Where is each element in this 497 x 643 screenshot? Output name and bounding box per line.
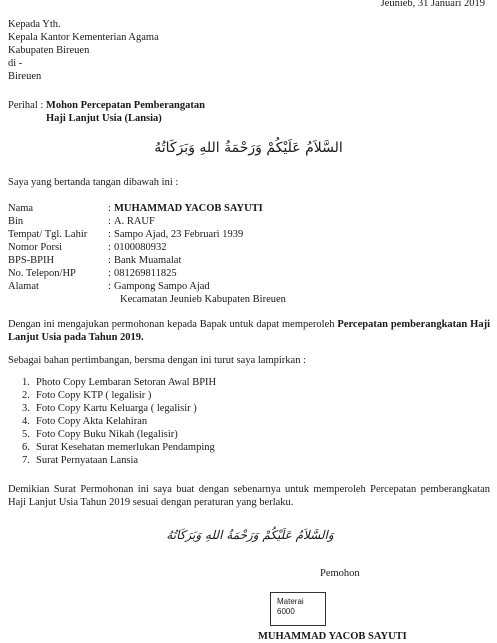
recipient-line: Kepada Yth. <box>8 19 61 30</box>
field-colon: : <box>108 216 111 227</box>
field-label: No. Telepon/HP <box>8 268 76 279</box>
attachments-list <box>22 376 216 467</box>
request-bold-text: Percepatan pemberangkatan Haji Lanjut Usia pada Tahun 2019. <box>8 319 490 343</box>
list-item: 1. Photo Copy Lembaran Setoran Awal BPIH <box>22 377 217 388</box>
field-value-ttl: Sampo Ajad, 23 Februari 1939 <box>114 229 244 240</box>
identity-row-bin <box>8 215 286 228</box>
list-item: 6. Surat Kesehatan memerlukan Pendamping <box>22 442 215 453</box>
field-value-bps: Bank Muamalat <box>114 255 182 266</box>
subject-label: Perihal : <box>8 100 44 111</box>
field-label: Tempat/ Tgl. Lahir <box>8 229 88 240</box>
attachments-intro: Sebagai bahan pertimbangan, bersma dengan ini turut saya lampirkan : <box>8 355 306 366</box>
recipient-line: di - <box>8 58 23 69</box>
recipient-line: Kepala Kantor Kementerian Agama <box>8 32 159 43</box>
subject-block <box>8 99 205 125</box>
identity-row-alamat <box>8 280 286 293</box>
subject-line-2: Haji Lanjut Usia (Lansia) <box>46 113 162 124</box>
field-label: Alamat <box>8 281 39 292</box>
field-label: Nomor Porsi <box>8 242 62 253</box>
arabic-salutation: السَّلاَمُ عَلَيْكُمْ وَرَحْمَةُ اللهِ وَبَرَكَاتُهُ <box>154 140 343 156</box>
subject-line-1: Mohon Percepatan Pemberangatan <box>45 100 205 111</box>
field-value-porsi: 0100080932 <box>114 242 167 253</box>
identity-row-telp <box>8 267 286 280</box>
field-label: BPS-BPIH <box>8 255 55 266</box>
stamp-label: Materai <box>277 597 304 606</box>
list-item: 3. Foto Copy Kartu Keluarga ( legalisir ) <box>22 403 197 414</box>
field-value-bin: A. RAUF <box>114 216 155 227</box>
field-label: Nama <box>8 203 34 214</box>
field-value-telp: 081269811825 <box>114 268 177 279</box>
closing-paragraph: Demikian Surat Permohonan ini saya buat dengan sebenarnya untuk memperoleh Percepatan pemberangkatan Haji Lanjut Usia Tahun 2019 sesuai dengan peraturan yang berlaku. <box>8 484 490 508</box>
list-item: 7. Surat Pernyataan Lansia <box>22 455 139 466</box>
field-colon: : <box>108 268 111 279</box>
field-value-alamat: Gampong Sampo Ajad <box>114 281 210 292</box>
intro-text: Saya yang bertanda tangan dibawah ini : <box>8 177 179 188</box>
revenue-stamp <box>270 592 326 626</box>
recipient-line: Kabupaten Bireuen <box>8 45 90 56</box>
list-item: 2. Foto Copy KTP ( legalisir ) <box>22 390 152 401</box>
field-colon: : <box>108 281 111 292</box>
field-value-nama: MUHAMMAD YACOB SAYUTI <box>114 203 263 214</box>
list-item: 4. Foto Copy Akta Kelahiran <box>22 416 148 427</box>
identity-row-alamat-cont <box>8 293 286 306</box>
identity-table <box>8 202 286 306</box>
recipient-block <box>8 18 159 83</box>
field-colon: : <box>108 255 111 266</box>
field-label: Bin <box>8 216 24 227</box>
identity-row-ttl <box>8 228 286 241</box>
request-paragraph <box>8 318 490 344</box>
arabic-closing: وَالسَّلاَمُ عَلَيْكُمْ وَرَحْمَةُ اللهِ وَبَرَكَاتُهُ <box>166 528 334 542</box>
letter-date: Jeunieb, 31 Januari 2019 <box>380 0 485 9</box>
identity-row-nama <box>8 202 286 215</box>
recipient-line: Bireuen <box>8 71 42 82</box>
field-value-alamat-2: Kecamatan Jeunieb Kabupaten Bireuen <box>120 294 286 305</box>
request-text: Dengan ini mengajukan permohonan kepada Bapak untuk dapat memperoleh <box>8 319 338 330</box>
identity-row-porsi <box>8 241 286 254</box>
signer-role: Pemohon <box>320 568 360 579</box>
signer-name: MUHAMMAD YACOB SAYUTI <box>258 631 407 642</box>
field-colon: : <box>108 203 111 214</box>
list-item: 5. Foto Copy Buku Nikah (legalisir) <box>22 429 178 440</box>
field-colon: : <box>108 229 111 240</box>
identity-row-bps <box>8 254 286 267</box>
field-colon: : <box>108 242 111 253</box>
stamp-value: 6000 <box>277 607 295 616</box>
